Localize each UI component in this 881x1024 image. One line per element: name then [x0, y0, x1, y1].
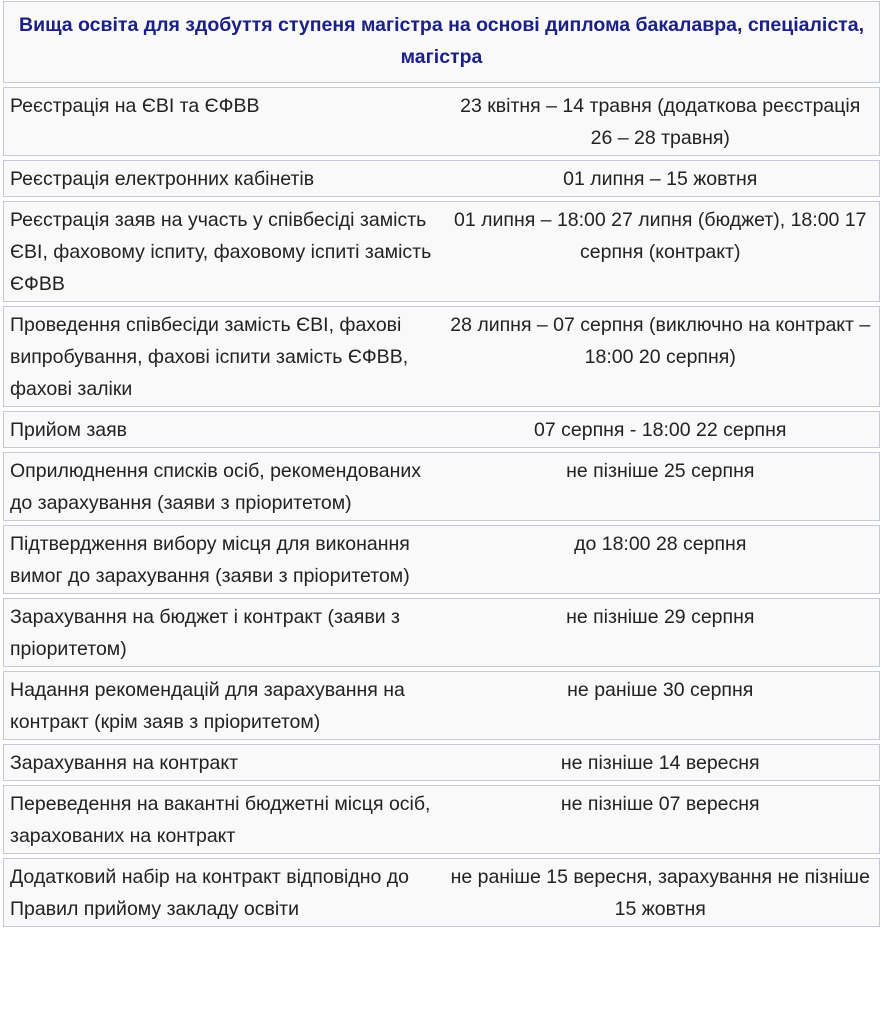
table-row [3, 858, 880, 927]
table-row [3, 785, 880, 854]
date-cell: не раніше 15 вересня, зарахування не пізніше 15 жовтня [442, 858, 881, 927]
table-row [3, 598, 880, 667]
table-row [3, 452, 880, 521]
stage-cell: Реєстрація електронних кабінетів [3, 160, 442, 197]
stage-cell: Зарахування на контракт [3, 744, 442, 781]
date-cell: 28 липня – 07 серпня (виключно на контракт – 18:00 20 серпня) [442, 306, 881, 407]
table-row [3, 306, 880, 407]
table-row [3, 671, 880, 740]
stage-cell: Оприлюднення списків осіб, рекомендованих до зарахування (заяви з пріоритетом) [3, 452, 442, 521]
date-cell: 01 липня – 18:00 27 липня (бюджет), 18:00 17 серпня (контракт) [442, 201, 881, 302]
stage-cell: Переведення на вакантні бюджетні місця осіб, зарахованих на контракт [3, 785, 442, 854]
table-row [3, 87, 880, 156]
stage-cell: Проведення співбесіди замість ЄВІ, фахові випробування, фахові іспити замість ЄФВВ, фахові заліки [3, 306, 442, 407]
stage-cell: Надання рекомендацій для зарахування на контракт (крім заяв з пріоритетом) [3, 671, 442, 740]
table-title-row [3, 1, 880, 83]
stage-cell: Підтвердження вибору місця для виконання вимог до зарахування (заяви з пріоритетом) [3, 525, 442, 594]
date-cell: не пізніше 07 вересня [442, 785, 881, 854]
date-cell: не пізніше 14 вересня [442, 744, 881, 781]
table-row [3, 525, 880, 594]
table-title: Вища освіта для здобуття ступеня магістра на основі диплома бакалавра, спеціаліста, магістра [3, 1, 880, 83]
table-row [3, 744, 880, 781]
date-cell: 01 липня – 15 жовтня [442, 160, 881, 197]
date-cell: 07 серпня - 18:00 22 серпня [442, 411, 881, 448]
stage-cell: Зарахування на бюджет і контракт (заяви з пріоритетом) [3, 598, 442, 667]
date-cell: не пізніше 29 серпня [442, 598, 881, 667]
stage-cell: Реєстрація на ЄВІ та ЄФВВ [3, 87, 442, 156]
table-row [3, 160, 880, 197]
date-cell: 23 квітня – 14 травня (додаткова реєстрація 26 – 28 травня) [442, 87, 881, 156]
date-cell: до 18:00 28 серпня [442, 525, 881, 594]
stage-cell: Додатковий набір на контракт відповідно до Правил прийому закладу освіти [3, 858, 442, 927]
table-row [3, 411, 880, 448]
admission-schedule-table [3, 0, 880, 931]
table-row [3, 201, 880, 302]
date-cell: не раніше 30 серпня [442, 671, 881, 740]
date-cell: не пізніше 25 серпня [442, 452, 881, 521]
stage-cell: Прийом заяв [3, 411, 442, 448]
stage-cell: Реєстрація заяв на участь у співбесіді замість ЄВІ, фаховому іспиту, фаховому іспиті замість ЄФВВ [3, 201, 442, 302]
